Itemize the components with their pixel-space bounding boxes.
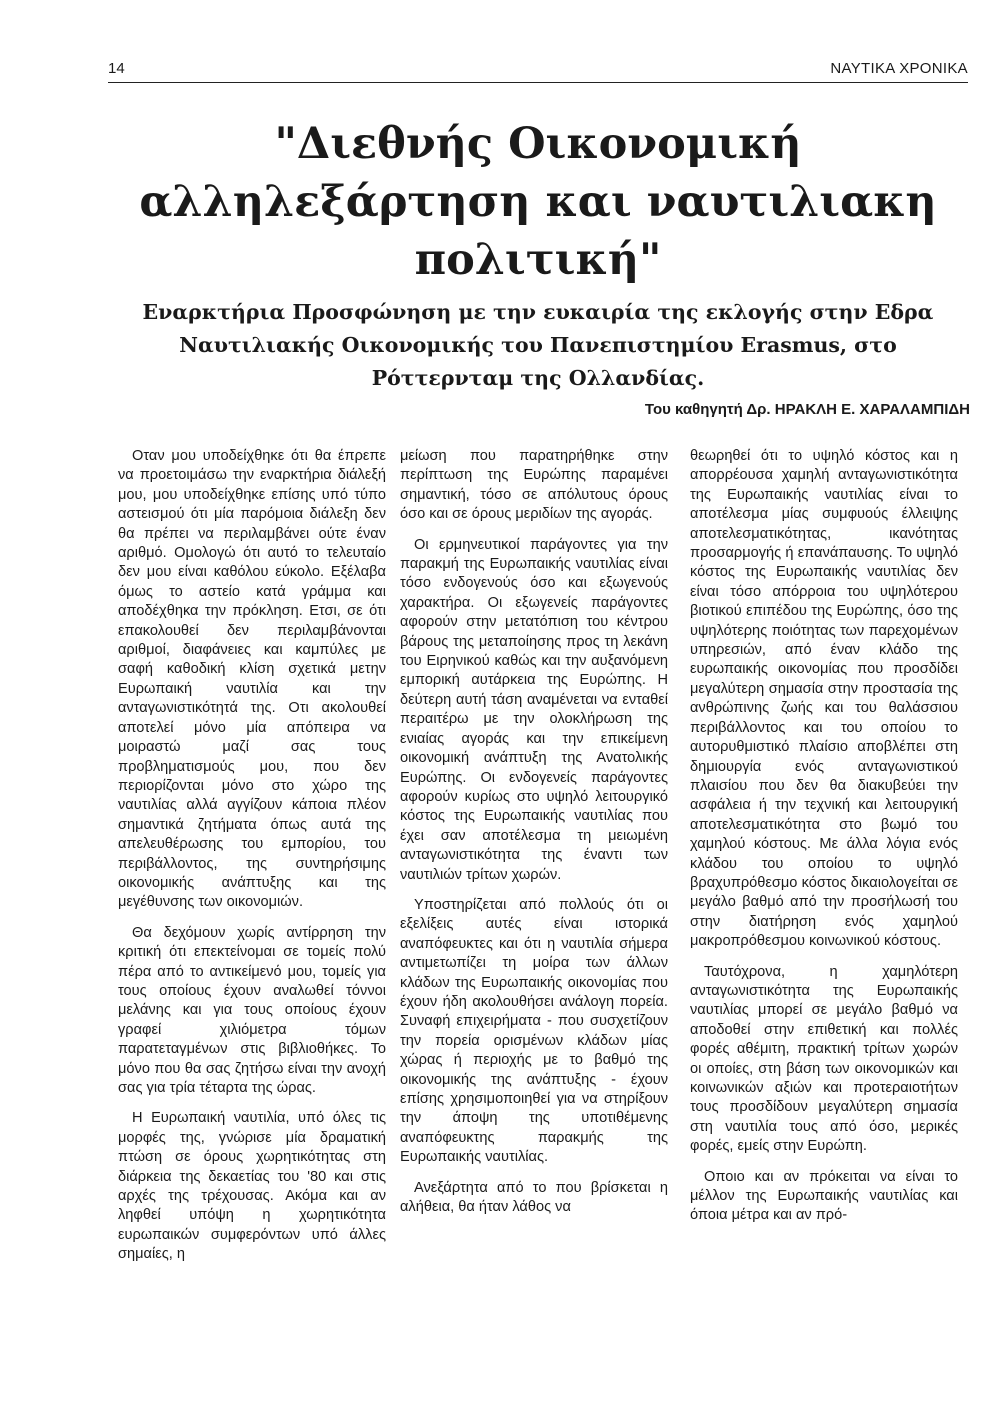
article-author: Του καθηγητή Δρ. ΗΡΑΚΛΗ Ε. ΧΑΡΑΛΑΜΠΙΔΗ: [644, 401, 970, 418]
paragraph: Η Ευρωπαική ναυτιλία, υπό όλες τις μορφές της, γνώρισε μία δραματική πτώση σε όρους χωρητικότητας στη διάρκεια της δεκαετίας του '80 και στις αρχές της τρέχουσας. Ακόμα και αν ληφθεί υπόψη η χωρητικότητα ευρωπαικών συμφερόντων υπό άλλες σημαίες, η: [118, 1110, 386, 1263]
paragraph: Θα δεχόμουν χωρίς αντίρρηση την κριτική ότι επεκτείνομαι σε τομείς πολύ πέρα από το αντικείμενό μου, τομείς για τους οποίους έχουν αναλωθεί τόννοι μελάνης και για τους οποίους έχουν γραφεί χιλιόμετρα τόμων παρατεταγμένων στις βιβλιοθήκες. Το μόνο που θα σας ζητήσω είναι την ανοχή σας για τρία τέταρτα της ώρας.: [118, 924, 386, 1096]
page-header: [108, 58, 968, 83]
page-number: 14: [108, 60, 125, 77]
paragraph: Ταυτόχρονα, η χαμηλότερη ανταγωνιστικότητα της Ευρωπαικής ναυτιλίας μπορεί σε μεγάλο βαθμό να αποδοθεί στην επιθετική και πολλές φορές αθέμιτη, πρακτική τρίτων χωρών οι οποίες, στη βάση των οικονομικών και κοινωνικών αξιών και προτεραιοτήτων τους προσδίδουν μεγαλύτερη σημασία στη ναυτιλία τους από όσο, μερικές φορές, εμείς στην Ευρώπη.: [690, 963, 958, 1155]
paragraph: Οταν μου υποδείχθηκε ότι θα έπρεπε να προετοιμάσω την εναρκτήρια διάλεξή μου, μου υποδείχθηκε επίσης υπό τύπο αστεισμού ότι μία παρόμοια διάλεξη δεν θα πρέπει να περιλαμβάνει ούτε έναν αριθμό. Ομολογώ ότι αυτό το τελευταίο δεν μου είναι καθόλου εύκολο. Εξέλαβα όμως το αστείο κατά γράμμα και αποδέχθηκα την πρόκληση. Ετσι, σε ότι επακολουθεί δεν περιλαμβάνονται αριθμοί, διαφάνειες και καμπύλες με σαφή καθοδική κλίση σχετικά μετην Ευρωπαική ναυτιλία και την ανταγωνιστικότητά της. Οτι ακολουθεί αποτελεί μόνο μία απόπειρα να μοιραστώ μαζί σας τους προβληματισμούς μου, που δεν περιορίζονται μόνο στο χώρο της ναυτιλίας αλλά αγγίζουν κάποια πλέον σημαντικά ζητήματα όπως αυτά της απελευθέρωσης του εμπορίου, του περιβάλλοντος, της συντηρήσιμης οικονομικής ανάπτυξης και της μεγέθυνσης των οικονομιών.: [118, 448, 386, 911]
article-subtitle: Εναρκτήρια Προσφώνηση με την ευκαιρία της εκλογής στην Εδρα Ναυτιλιακής Οικονομικής του Πανεπιστημίου Erasmus, στο Ρόττερνταμ της Ολλανδίας.: [142, 300, 934, 390]
paragraph: Ανεξάρτητα από το που βρίσκεται η αλήθεια, θα ήταν λάθος να: [400, 1179, 668, 1216]
text-column-1: [118, 447, 386, 1276]
text-column-3: [690, 447, 958, 1237]
paragraph: Οποιο και αν πρόκειται να είναι το μέλλον της Ευρωπαικής ναυτιλίας και όποια μέτρα και αν πρό-: [690, 1168, 958, 1224]
paragraph: μείωση που παρατηρήθηκε στην περίπτωση της Ευρώπης παραμένει σημαντική, τόσο σε απόλυτους όρους όσο και σε όρους μεριδίων της αγοράς.: [400, 448, 668, 523]
paragraph: Οι ερμηνευτικοί παράγοντες για την παρακμή της Ευρωπαικής ναυτιλίας είναι τόσο ενδογενούς όσο και εξωγενούς χαρακτήρα. Οι εξωγενείς παράγοντες αφορούν στην μετατόπιση του κέντρου βάρους της μεταποίησης προς τη λεκάνη του Ειρηνικού καθώς και την αυξανόμενη εμπορική αυτάρκεια της Ευρώπης. Η δεύτερη αυτή τάση αναμένεται να ενταθεί περαιτέρω με την ολοκλήρωση της ενιαίας αγοράς και την επικείμενη οικονομική ανάπτυξη της Ανατολικής Ευρώπης. Οι ενδογενείς παράγοντες αφορούν κυρίως στο υψηλό λειτουργικό κόστος της Ευρωπαικής ναυτιλίας που έχει σαν αποτέλεσμα τη μειωμένη ανταγωνιστικότητα της έναντι των ναυτιλιών τρίτων χωρών.: [400, 536, 668, 883]
text-column-2: [400, 447, 668, 1228]
paragraph: θεωρηθεί ότι το υψηλό κόστος και η απορρέουσα χαμηλή ανταγωνιστικότητα της Ευρωπαικής ναυτιλίας είναι το αποτέλεσμα μίας συμφυούς έλλειψης αποτελεσματικότητας, ικανότητας προσαρμογής ή επανάπαυσης. Το υψηλό κόστος της Ευρωπαικής ναυτιλίας δεν είναι τόσο απόρροια του υψηλότερου βιοτικού επιπέδου της Ευρώπης, όσο της υψηλότερης ποιότητας των παρεχομένων υπηρεσιών, από έναν κλάδο της ευρωπαικής οικονομίας που προσδίδει μεγαλύτερη σημασία στην προστασία της ανθρώπινης ζωής και του θαλάσσιου περιβάλλοντος και του οποίου το αυτορυθμιστικό πλαίσιο αποβλέπει στη δημιουργία ενός ανταγωνιστικού πλαισίου που δεν θα διακυβεύει την ασφάλεια ή την τεχνική και λειτουργική αποτελεσματικότητα στο βωμό του χαμηλού κόστους. Με άλλα λόγια ενός κλάδου του οποίου το υψηλό βραχυπρόθεσμο κόστος δικαιολογείται σε μεγάλο βαθμό από την προσήλωσή του στην διατήρηση ενός χαμηλού μακροπρόθεσμου κοινωνικού κόστους.: [690, 448, 958, 950]
journal-name: ΝΑΥΤΙΚΑ ΧΡΟΝΙΚΑ: [830, 60, 968, 77]
paragraph: Υποστηρίζεται από πολλούς ότι οι εξελίξεις αυτές είναι ιστορικά αναπόφευκτες και ότι η ναυτιλία σήμερα αντιμετωπίζει τη μοίρα των άλλων κλάδων της Ευρωπαικής οικονομίας που έχουν ήδη ακολουθήσει ανάλογη πορεία. Συναφή επιχειρήματα - που συσχετίζουν την πορεία ορισμένων κλάδων μίας χώρας ή περιοχής με το βαθμό της οικονομικής της ανάπτυξης - έχουν επίσης χρησιμοποιηθεί για να στηρίξουν την άποψη της υποτιθέμενης αναπόφευκτης παρακμής της Ευρωπαικής ναυτιλίας.: [400, 896, 668, 1166]
article-title: "Διεθνής Οικονομική αλληλεξάρτηση και ναυτιλιακη πολιτική": [139, 119, 937, 285]
